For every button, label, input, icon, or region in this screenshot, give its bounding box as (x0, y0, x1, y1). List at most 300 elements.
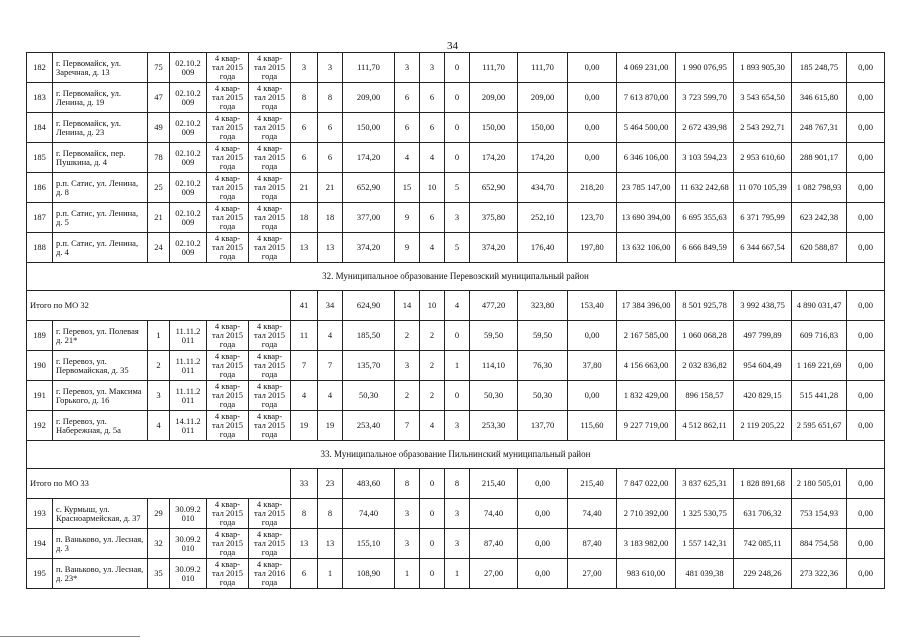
table-cell: 0 (420, 559, 445, 589)
total-cell: 23 (318, 469, 343, 499)
address-cell: п. Ваньково, ул. Лесная, д. 3 (53, 529, 148, 559)
table-cell: 623 242,38 (792, 203, 847, 233)
table-cell: 4 квар- тал 2016 года (249, 559, 291, 589)
total-cell: 0 (420, 469, 445, 499)
total-label: Итого по МО 33 (27, 469, 291, 499)
table-cell: 1 990 076,95 (676, 53, 734, 83)
table-row (27, 173, 885, 203)
address-cell: п. Ваньково, ул. Лесная, д. 23* (53, 559, 148, 589)
table-cell: 02.10.2 009 (170, 203, 207, 233)
table-cell: 30.09.2 010 (170, 499, 207, 529)
table-cell: 27,00 (568, 559, 617, 589)
total-cell: 624,90 (343, 291, 395, 321)
table-cell: 3 723 599,70 (676, 83, 734, 113)
table-cell: 288 901,17 (792, 143, 847, 173)
table-cell: 3 (291, 53, 318, 83)
table-cell: 13 690 394,00 (617, 203, 676, 233)
table-cell: 374,20 (470, 233, 518, 263)
table-cell: 0 (445, 143, 470, 173)
table-cell: 7 613 870,00 (617, 83, 676, 113)
total-cell: 2 180 505,01 (792, 469, 847, 499)
table-cell: 150,00 (518, 113, 568, 143)
table-cell: 111,70 (518, 53, 568, 83)
table-cell: 49 (148, 113, 170, 143)
table-cell: 1 (445, 559, 470, 589)
table-cell: 59,50 (518, 321, 568, 351)
table-cell: 3 183 982,00 (617, 529, 676, 559)
table-cell: 174,20 (470, 143, 518, 173)
table-cell: 197,80 (568, 233, 617, 263)
table-cell: 24 (148, 233, 170, 263)
table-cell: 0,00 (518, 529, 568, 559)
table-cell: 23 785 147,00 (617, 173, 676, 203)
table-cell: 0 (445, 381, 470, 411)
table-cell: 6 (395, 83, 420, 113)
table-cell: 0,00 (568, 321, 617, 351)
table-cell: 37,80 (568, 351, 617, 381)
table-cell: 183 (27, 83, 53, 113)
table-cell: 150,00 (343, 113, 395, 143)
table-cell: 50,30 (518, 381, 568, 411)
table-cell: 87,40 (470, 529, 518, 559)
table-cell: 7 (291, 351, 318, 381)
total-cell: 41 (291, 291, 318, 321)
section-heading-row (27, 441, 885, 469)
table-cell: 4 квар- тал 2015 года (207, 411, 249, 441)
table-cell: 742 085,11 (734, 529, 792, 559)
total-row (27, 291, 885, 321)
table-cell: 4 (395, 143, 420, 173)
table-cell: 4 квар- тал 2015 года (207, 529, 249, 559)
table-cell: 4 156 663,00 (617, 351, 676, 381)
housing-resettlement-table (26, 52, 885, 589)
table-cell: 0 (445, 83, 470, 113)
total-cell: 17 384 396,00 (617, 291, 676, 321)
section-heading: 33. Муниципальное образование Пильнинский муниципальный район (27, 441, 885, 469)
table-cell: 0,00 (568, 143, 617, 173)
table-cell: 2 595 651,67 (792, 411, 847, 441)
table-cell: 2 119 205,22 (734, 411, 792, 441)
table-cell: 4 квар- тал 2015 года (249, 203, 291, 233)
table-cell: 187 (27, 203, 53, 233)
table-cell: 11 070 105,39 (734, 173, 792, 203)
table-cell: 4 (318, 321, 343, 351)
table-cell: 75 (148, 53, 170, 83)
table-cell: 3 543 654,50 (734, 83, 792, 113)
table-cell: 0,00 (568, 53, 617, 83)
table-cell: 189 (27, 321, 53, 351)
table-cell: 0 (420, 499, 445, 529)
table-cell: 0,00 (847, 411, 885, 441)
table-cell: 29 (148, 499, 170, 529)
table-cell: 9 (395, 233, 420, 263)
table-cell: 13 (318, 529, 343, 559)
table-cell: 0,00 (847, 83, 885, 113)
table-cell: 4 (420, 411, 445, 441)
table-row (27, 529, 885, 559)
table-cell: 1 082 798,93 (792, 173, 847, 203)
table-cell: 0,00 (847, 143, 885, 173)
table-cell: 194 (27, 529, 53, 559)
table-cell: 4 (148, 411, 170, 441)
total-cell: 3 992 438,75 (734, 291, 792, 321)
table-cell: 137,70 (518, 411, 568, 441)
table-cell: 182 (27, 53, 53, 83)
table-cell: 185 (27, 143, 53, 173)
address-cell: г. Первомайск, ул. Ленина, д. 23 (53, 113, 148, 143)
table-cell: 11.11.2 011 (170, 321, 207, 351)
table-cell: 4 (420, 233, 445, 263)
table-cell: 4 квар- тал 2015 года (207, 53, 249, 83)
table-cell: 4 512 862,11 (676, 411, 734, 441)
table-cell: 188 (27, 233, 53, 263)
total-cell: 323,80 (518, 291, 568, 321)
table-cell: 4 (318, 381, 343, 411)
table-cell: 0 (445, 321, 470, 351)
table-cell: 0,00 (847, 351, 885, 381)
table-cell: 8 (318, 499, 343, 529)
table-cell: 609 716,83 (792, 321, 847, 351)
table-cell: 4 квар- тал 2015 года (249, 529, 291, 559)
total-cell: 153,40 (568, 291, 617, 321)
table-cell: 2 (395, 381, 420, 411)
table-cell: 5 (445, 173, 470, 203)
address-cell: с. Курмыш, ул. Красноармейская, д. 37 (53, 499, 148, 529)
address-cell: г. Перевоз, ул. Полевая д. 21* (53, 321, 148, 351)
total-row (27, 469, 885, 499)
table-cell: 186 (27, 173, 53, 203)
table-cell: 4 квар- тал 2015 года (249, 351, 291, 381)
table-cell: 195 (27, 559, 53, 589)
table-cell: 4 (291, 381, 318, 411)
total-label: Итого по МО 32 (27, 291, 291, 321)
table-cell: 1 (318, 559, 343, 589)
table-cell: 481 039,38 (676, 559, 734, 589)
total-cell: 483,60 (343, 469, 395, 499)
table-cell: 2 953 610,60 (734, 143, 792, 173)
total-cell: 34 (318, 291, 343, 321)
table-cell: 252,10 (518, 203, 568, 233)
table-cell: 0,00 (847, 53, 885, 83)
table-cell: 253,40 (343, 411, 395, 441)
section-heading: 32. Муниципальное образование Перевозский муниципальный район (27, 263, 885, 291)
table-cell: 19 (291, 411, 318, 441)
table-cell: 652,90 (470, 173, 518, 203)
table-cell: 896 158,57 (676, 381, 734, 411)
table-cell: 19 (318, 411, 343, 441)
table-cell: 02.10.2 009 (170, 143, 207, 173)
table-cell: 0,00 (518, 499, 568, 529)
table-cell: 4 квар- тал 2015 года (249, 143, 291, 173)
table-cell: 0,00 (568, 381, 617, 411)
table-cell: 497 799,89 (734, 321, 792, 351)
total-cell: 0,00 (847, 469, 885, 499)
address-cell: г. Перевоз, ул. Набережная, д. 5а (53, 411, 148, 441)
page-number: 34 (447, 40, 458, 52)
table-cell: 253,30 (470, 411, 518, 441)
total-cell: 1 828 891,68 (734, 469, 792, 499)
table-cell: 6 (420, 83, 445, 113)
total-cell: 8 (395, 469, 420, 499)
table-row (27, 351, 885, 381)
table-cell: 11 632 242,68 (676, 173, 734, 203)
total-cell: 3 837 625,31 (676, 469, 734, 499)
table-cell: 4 квар- тал 2015 года (249, 499, 291, 529)
table-cell: 273 322,36 (792, 559, 847, 589)
address-cell: р.п. Сатис, ул. Ленина, д. 4 (53, 233, 148, 263)
table-cell: 11.11.2 011 (170, 381, 207, 411)
table-cell: 652,90 (343, 173, 395, 203)
table-cell: 32 (148, 529, 170, 559)
section-heading-row (27, 263, 885, 291)
table-cell: 11 (291, 321, 318, 351)
table-cell: 4 квар- тал 2015 года (207, 173, 249, 203)
table-cell: 2 672 439,98 (676, 113, 734, 143)
total-cell: 7 847 022,00 (617, 469, 676, 499)
table-cell: 209,00 (343, 83, 395, 113)
table-cell: 2 (420, 351, 445, 381)
table-cell: 190 (27, 351, 53, 381)
table-cell: 229 248,26 (734, 559, 792, 589)
table-cell: 209,00 (470, 83, 518, 113)
table-cell: 3 (445, 499, 470, 529)
table-cell: 209,00 (518, 83, 568, 113)
table-cell: 30.09.2 010 (170, 529, 207, 559)
table-cell: 4 квар- тал 2015 года (207, 499, 249, 529)
table-cell: 3 (395, 499, 420, 529)
table-cell: 8 (291, 499, 318, 529)
table-cell: 3 (318, 53, 343, 83)
table-cell: 620 588,87 (792, 233, 847, 263)
table-cell: 2 (148, 351, 170, 381)
footer-rule (0, 636, 140, 637)
table-cell: 21 (148, 203, 170, 233)
table-cell: 3 (395, 529, 420, 559)
table-cell: 185 248,75 (792, 53, 847, 83)
table-cell: 515 441,28 (792, 381, 847, 411)
table-cell: 21 (318, 173, 343, 203)
table-cell: 0 (445, 113, 470, 143)
total-cell: 477,20 (470, 291, 518, 321)
table-cell: 13 (318, 233, 343, 263)
table-cell: 6 (395, 113, 420, 143)
table-cell: 74,40 (568, 499, 617, 529)
table-cell: 4 квар- тал 2015 года (207, 113, 249, 143)
table-cell: 78 (148, 143, 170, 173)
table-cell: 1 060 068,28 (676, 321, 734, 351)
table-cell: 4 квар- тал 2015 года (207, 351, 249, 381)
table-cell: 02.10.2 009 (170, 173, 207, 203)
table-cell: 0,00 (847, 381, 885, 411)
total-cell: 14 (395, 291, 420, 321)
table-cell: 3 103 594,23 (676, 143, 734, 173)
table-cell: 8 (318, 83, 343, 113)
total-cell: 4 890 031,47 (792, 291, 847, 321)
table-cell: 1 (148, 321, 170, 351)
table-cell: 954 604,49 (734, 351, 792, 381)
table-cell: 6 (291, 113, 318, 143)
table-cell: 11.11.2 011 (170, 351, 207, 381)
table-row (27, 381, 885, 411)
table-cell: 1 557 142,31 (676, 529, 734, 559)
table-cell: 0,00 (847, 203, 885, 233)
table-cell: 2 167 585,00 (617, 321, 676, 351)
table-cell: 4 квар- тал 2015 года (249, 113, 291, 143)
table-cell: 02.10.2 009 (170, 53, 207, 83)
table-cell: 4 квар- тал 2015 года (207, 559, 249, 589)
table-cell: 4 квар- тал 2015 года (249, 381, 291, 411)
table-cell: 0 (420, 529, 445, 559)
table-cell: 6 (291, 143, 318, 173)
table-cell: 193 (27, 499, 53, 529)
table-cell: 3 (420, 53, 445, 83)
table-cell: 4 квар- тал 2015 года (249, 233, 291, 263)
table-cell: 18 (291, 203, 318, 233)
table-cell: 6 344 667,54 (734, 233, 792, 263)
table-cell: 346 615,80 (792, 83, 847, 113)
table-cell: 0,00 (847, 559, 885, 589)
table-cell: 6 (318, 113, 343, 143)
table-cell: 0 (445, 53, 470, 83)
table-cell: 174,20 (518, 143, 568, 173)
table-cell: 374,20 (343, 233, 395, 263)
table-cell: 983 610,00 (617, 559, 676, 589)
table-cell: 10 (420, 173, 445, 203)
table-row (27, 53, 885, 83)
table-cell: 87,40 (568, 529, 617, 559)
table-cell: 3 (148, 381, 170, 411)
table-cell: 2 (395, 321, 420, 351)
table-cell: 4 квар- тал 2015 года (207, 321, 249, 351)
table-cell: 74,40 (470, 499, 518, 529)
table-cell: 3 (445, 529, 470, 559)
table-cell: 0,00 (847, 113, 885, 143)
table-cell: 4 квар- тал 2015 года (249, 321, 291, 351)
table-cell: 8 (291, 83, 318, 113)
table-cell: 74,40 (343, 499, 395, 529)
address-cell: г. Первомайск, пер. Пушкина, д. 4 (53, 143, 148, 173)
table-cell: 4 квар- тал 2015 года (207, 143, 249, 173)
table-cell: 176,40 (518, 233, 568, 263)
total-cell: 0,00 (518, 469, 568, 499)
table-cell: 7 (318, 351, 343, 381)
table-cell: 13 632 106,00 (617, 233, 676, 263)
table-cell: 1 832 429,00 (617, 381, 676, 411)
table-cell: 0,00 (847, 321, 885, 351)
table-cell: 02.10.2 009 (170, 233, 207, 263)
table-cell: 14.11.2 011 (170, 411, 207, 441)
table-cell: 3 (395, 351, 420, 381)
table-cell: 47 (148, 83, 170, 113)
table-cell: 02.10.2 009 (170, 83, 207, 113)
table-cell: 884 754,58 (792, 529, 847, 559)
table-cell: 0,00 (568, 113, 617, 143)
table-cell: 434,70 (518, 173, 568, 203)
table-cell: 7 (395, 411, 420, 441)
table-cell: 6 (291, 559, 318, 589)
table-cell: 9 227 719,00 (617, 411, 676, 441)
table-cell: 4 квар- тал 2015 года (249, 173, 291, 203)
table-cell: 4 квар- тал 2015 года (207, 83, 249, 113)
total-cell: 215,40 (568, 469, 617, 499)
table-cell: 3 (445, 203, 470, 233)
table-cell: 27,00 (470, 559, 518, 589)
address-cell: г. Перевоз, ул. Первомайская, д. 35 (53, 351, 148, 381)
table-cell: 6 (420, 113, 445, 143)
address-cell: р.п. Сатис, ул. Ленина, д. 8 (53, 173, 148, 203)
table-row (27, 203, 885, 233)
table-cell: 123,70 (568, 203, 617, 233)
table-cell: 30.09.2 010 (170, 559, 207, 589)
table-cell: 155,10 (343, 529, 395, 559)
table-cell: 50,30 (470, 381, 518, 411)
table-cell: 377,00 (343, 203, 395, 233)
table-cell: 150,00 (470, 113, 518, 143)
table-cell: 184 (27, 113, 53, 143)
total-cell: 215,40 (470, 469, 518, 499)
table-cell: 192 (27, 411, 53, 441)
table-cell: 50,30 (343, 381, 395, 411)
table-cell: 174,20 (343, 143, 395, 173)
table-cell: 2 710 392,00 (617, 499, 676, 529)
table-row (27, 559, 885, 589)
address-cell: р.п. Сатис, ул. Ленина, д. 5 (53, 203, 148, 233)
address-cell: г. Перевоз, ул. Максима Горького, д. 16 (53, 381, 148, 411)
total-cell: 4 (445, 291, 470, 321)
table-cell: 6 (420, 203, 445, 233)
table-cell: 191 (27, 381, 53, 411)
table-cell: 0,00 (847, 499, 885, 529)
table-cell: 108,90 (343, 559, 395, 589)
total-cell: 33 (291, 469, 318, 499)
table-cell: 4 069 231,00 (617, 53, 676, 83)
table-cell: 4 квар- тал 2015 года (249, 83, 291, 113)
table-cell: 13 (291, 233, 318, 263)
table-cell: 59,50 (470, 321, 518, 351)
table-cell: 15 (395, 173, 420, 203)
total-cell: 0,00 (847, 291, 885, 321)
table-cell: 115,60 (568, 411, 617, 441)
table-cell: 0,00 (847, 529, 885, 559)
table-cell: 35 (148, 559, 170, 589)
table-cell: 1 (395, 559, 420, 589)
table-cell: 76,30 (518, 351, 568, 381)
table-cell: 13 (291, 529, 318, 559)
table-cell: 4 (420, 143, 445, 173)
table-cell: 6 666 849,59 (676, 233, 734, 263)
table-cell: 114,10 (470, 351, 518, 381)
table-cell: 2 032 836,82 (676, 351, 734, 381)
table-cell: 375,80 (470, 203, 518, 233)
table-cell: 1 325 530,75 (676, 499, 734, 529)
table-row (27, 499, 885, 529)
table-cell: 1 893 905,30 (734, 53, 792, 83)
address-cell: г. Первомайск, ул. Ленина, д. 19 (53, 83, 148, 113)
total-cell: 8 501 925,78 (676, 291, 734, 321)
table-row (27, 83, 885, 113)
table-cell: 4 квар- тал 2015 года (249, 53, 291, 83)
table-cell: 0,00 (847, 173, 885, 203)
table-cell: 2 543 292,71 (734, 113, 792, 143)
table-cell: 2 (420, 321, 445, 351)
table-cell: 25 (148, 173, 170, 203)
table-row (27, 411, 885, 441)
table-cell: 4 квар- тал 2015 года (249, 411, 291, 441)
table-cell: 1 (445, 351, 470, 381)
table-cell: 02.10.2 009 (170, 113, 207, 143)
table-cell: 4 квар- тал 2015 года (207, 381, 249, 411)
table-cell: 185,50 (343, 321, 395, 351)
